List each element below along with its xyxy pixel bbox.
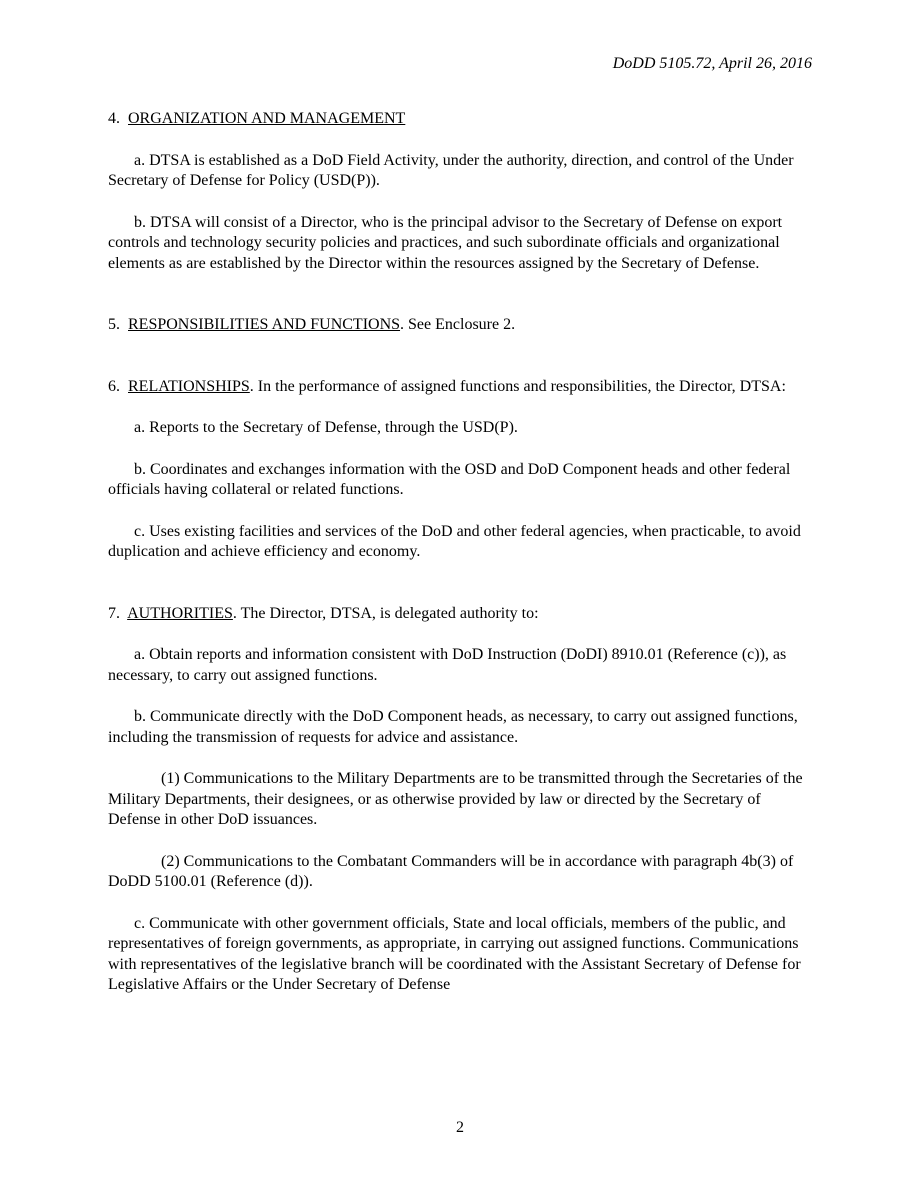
section-6-number: 6. (108, 377, 120, 395)
section-responsibilities-and-functions (108, 315, 814, 336)
section-6-tail: . In the performance of assigned functions and responsibilities, the Director, DTSA: (249, 377, 786, 395)
section-5-number: 5. (108, 316, 120, 333)
section-7-tail: . The Director, DTSA, is delegated authority to: (232, 604, 539, 622)
section-4-heading (108, 109, 814, 130)
section-4-paragraph-b: b. DTSA will consist of a Director, who is the principal advisor to the Secretary of Defense on export controls and technology security policies and practices, and such subordinate officials and organizational elements as are established by the Director within the resources assigned by the Secretary of Defense. (108, 213, 783, 272)
section-7-subparagraph-b2: (2) Communications to the Combatant Commanders will be in accordance with paragraph 4b(3) of DoDD 5100.01 (Reference (d)). (108, 852, 794, 890)
section-4-paragraph-a: a. DTSA is established as a DoD Field Activity, under the authority, direction, and control of the Under Secretary of Defense for Policy (USD(P)). (108, 151, 794, 189)
section-7-title: AUTHORITIES (127, 604, 233, 622)
section-7-paragraph-c: c. Communicate with other government officials, State and local officials, members of the public, and representatives of foreign governments, as appropriate, in carrying out assigned functions. Communications with representatives of the legislative branch will be coordinated with the Assistant Secretary of Defense for Legislative Affairs or the Under Secretary of Defense (108, 914, 801, 993)
section-7-paragraph-a: a. Obtain reports and information consistent with DoD Instruction (DoDI) 8910.01 (Reference (c)), as necessary, to carry out assigned functions. (108, 646, 787, 684)
section-5-heading (108, 315, 814, 336)
section-relationships (108, 377, 814, 563)
section-4-number: 4. (108, 110, 120, 127)
document-reference-header: DoDD 5105.72, April 26, 2016 (612, 55, 812, 72)
section-7-heading (108, 604, 814, 625)
page-number: 2 (456, 1119, 464, 1136)
document-body (108, 109, 814, 996)
section-7-number: 7. (108, 604, 120, 622)
section-6-paragraph-b: b. Coordinates and exchanges information with the OSD and DoD Component heads and other federal officials having collateral or related functions. (108, 460, 791, 498)
section-authorities (108, 604, 814, 996)
section-organization-and-management (108, 109, 814, 274)
section-5-tail: . See Enclosure 2. (400, 316, 516, 333)
section-5-title: RESPONSIBILITIES AND FUNCTIONS (128, 316, 401, 333)
section-6-paragraph-c: c. Uses existing facilities and services of the DoD and other federal agencies, when practicable, to avoid duplication and achieve efficiency and economy. (108, 522, 801, 560)
section-7-paragraph-b: b. Communicate directly with the DoD Component heads, as necessary, to carry out assigned functions, including the transmission of requests for advice and assistance. (108, 708, 798, 746)
section-6-paragraph-a: a. Reports to the Secretary of Defense, through the USD(P). (134, 419, 518, 436)
section-7-subparagraph-b1: (1) Communications to the Military Departments are to be transmitted through the Secretaries of the Military Departments, their designees, or as otherwise provided by law or directed by the Secretary of Defense in other DoD issuances. (108, 770, 803, 828)
section-6-title: RELATIONSHIPS (128, 377, 250, 395)
section-4-title: ORGANIZATION AND MANAGEMENT (128, 110, 406, 127)
section-6-heading (108, 377, 814, 398)
